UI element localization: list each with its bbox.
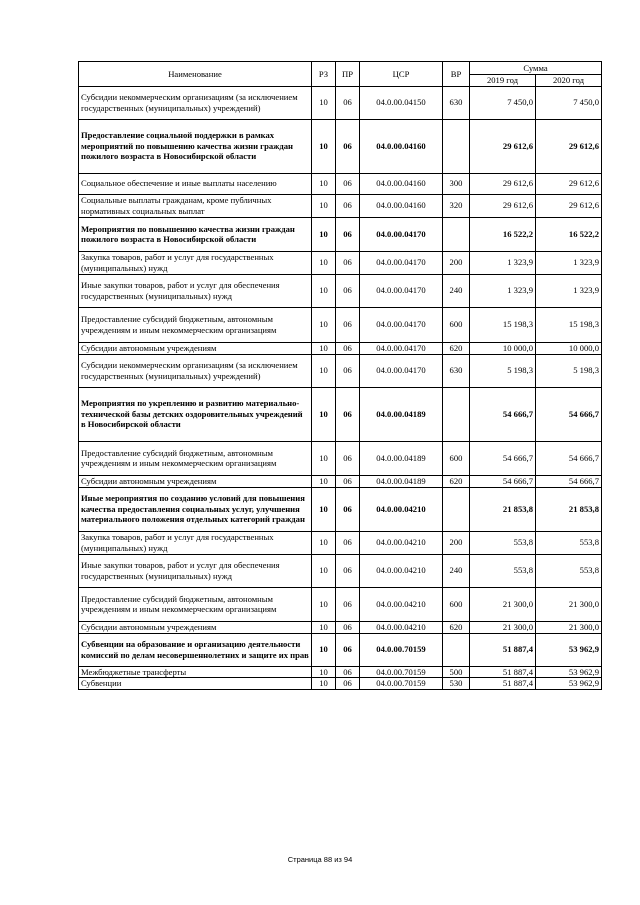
table-row xyxy=(79,487,602,531)
table-row xyxy=(79,274,602,307)
row-pr: 06 xyxy=(336,475,360,487)
table-row xyxy=(79,633,602,666)
row-csr: 04.0.00.70159 xyxy=(360,633,443,666)
table-row xyxy=(79,587,602,621)
row-sum-2020: 53 962,9 xyxy=(536,633,602,666)
row-csr: 04.0.00.04160 xyxy=(360,194,443,217)
row-vr xyxy=(443,487,470,531)
row-rz: 10 xyxy=(312,621,336,633)
row-vr: 620 xyxy=(443,475,470,487)
row-rz: 10 xyxy=(312,342,336,354)
row-name: Межбюджетные трансферты xyxy=(79,666,312,678)
row-sum-2020: 29 612,6 xyxy=(536,119,602,173)
row-name: Предоставление субсидий бюджетным, автономным учреждениям и иным некоммерческим организациям xyxy=(79,307,312,342)
row-sum-2020: 7 450,0 xyxy=(536,86,602,119)
row-rz: 10 xyxy=(312,354,336,387)
row-vr: 600 xyxy=(443,307,470,342)
row-sum-2019: 16 522,2 xyxy=(470,217,536,251)
row-sum-2019: 21 300,0 xyxy=(470,587,536,621)
budget-table xyxy=(78,61,602,690)
row-vr xyxy=(443,119,470,173)
table-row xyxy=(79,119,602,173)
row-sum-2020: 53 962,9 xyxy=(536,678,602,690)
row-csr: 04.0.00.04210 xyxy=(360,554,443,587)
row-sum-2019: 553,8 xyxy=(470,531,536,554)
row-sum-2020: 54 666,7 xyxy=(536,441,602,475)
row-rz: 10 xyxy=(312,666,336,678)
row-sum-2019: 54 666,7 xyxy=(470,475,536,487)
row-pr: 06 xyxy=(336,217,360,251)
row-sum-2019: 29 612,6 xyxy=(470,194,536,217)
header-sum: Сумма xyxy=(470,62,602,75)
row-pr: 06 xyxy=(336,531,360,554)
row-rz: 10 xyxy=(312,194,336,217)
row-sum-2019: 553,8 xyxy=(470,554,536,587)
row-csr: 04.0.00.04210 xyxy=(360,531,443,554)
row-pr: 06 xyxy=(336,633,360,666)
row-vr: 530 xyxy=(443,678,470,690)
row-rz: 10 xyxy=(312,173,336,194)
table-row xyxy=(79,173,602,194)
row-rz: 10 xyxy=(312,274,336,307)
row-sum-2019: 54 666,7 xyxy=(470,387,536,441)
row-vr: 320 xyxy=(443,194,470,217)
header-vr: ВР xyxy=(443,62,470,87)
row-pr: 06 xyxy=(336,274,360,307)
row-name: Социальные выплаты гражданам, кроме публичных нормативных социальных выплат xyxy=(79,194,312,217)
row-name: Субвенции xyxy=(79,678,312,690)
row-rz: 10 xyxy=(312,487,336,531)
row-pr: 06 xyxy=(336,86,360,119)
row-rz: 10 xyxy=(312,441,336,475)
row-rz: 10 xyxy=(312,475,336,487)
row-csr: 04.0.00.04170 xyxy=(360,342,443,354)
row-csr: 04.0.00.04210 xyxy=(360,487,443,531)
table-row xyxy=(79,342,602,354)
row-pr: 06 xyxy=(336,194,360,217)
row-rz: 10 xyxy=(312,307,336,342)
row-rz: 10 xyxy=(312,531,336,554)
page-number: Страница 88 из 94 xyxy=(287,855,353,864)
row-name: Субсидии автономным учреждениям xyxy=(79,475,312,487)
row-sum-2020: 553,8 xyxy=(536,554,602,587)
row-csr: 04.0.00.04189 xyxy=(360,475,443,487)
row-csr: 04.0.00.04189 xyxy=(360,441,443,475)
row-name: Закупка товаров, работ и услуг для государственных (муниципальных) нужд xyxy=(79,251,312,274)
row-sum-2020: 54 666,7 xyxy=(536,387,602,441)
row-sum-2020: 1 323,9 xyxy=(536,251,602,274)
row-csr: 04.0.00.04210 xyxy=(360,621,443,633)
row-pr: 06 xyxy=(336,173,360,194)
row-csr: 04.0.00.04150 xyxy=(360,86,443,119)
row-vr: 620 xyxy=(443,342,470,354)
row-name: Субсидии автономным учреждениям xyxy=(79,342,312,354)
row-name: Социальное обеспечение и иные выплаты населению xyxy=(79,173,312,194)
table-row xyxy=(79,354,602,387)
row-csr: 04.0.00.04170 xyxy=(360,251,443,274)
row-pr: 06 xyxy=(336,251,360,274)
row-name: Предоставление социальной поддержки в рамках мероприятий по повышению качества жизни граждан пожилого возраста в Новосибирской области xyxy=(79,119,312,173)
table-row xyxy=(79,554,602,587)
row-pr: 06 xyxy=(336,441,360,475)
row-pr: 06 xyxy=(336,342,360,354)
row-sum-2020: 21 300,0 xyxy=(536,587,602,621)
row-sum-2020: 16 522,2 xyxy=(536,217,602,251)
row-name: Субсидии некоммерческим организациям (за исключением государственных (муниципальных) учреждений) xyxy=(79,86,312,119)
row-vr: 620 xyxy=(443,621,470,633)
row-sum-2020: 10 000,0 xyxy=(536,342,602,354)
row-vr: 240 xyxy=(443,274,470,307)
row-pr: 06 xyxy=(336,666,360,678)
header-csr: ЦСР xyxy=(360,62,443,87)
row-vr xyxy=(443,387,470,441)
header-2019: 2019 год xyxy=(470,75,536,87)
table-row xyxy=(79,666,602,678)
row-pr: 06 xyxy=(336,387,360,441)
row-csr: 04.0.00.04210 xyxy=(360,587,443,621)
row-sum-2020: 21 300,0 xyxy=(536,621,602,633)
row-rz: 10 xyxy=(312,86,336,119)
row-rz: 10 xyxy=(312,387,336,441)
row-sum-2019: 1 323,9 xyxy=(470,274,536,307)
row-sum-2020: 29 612,6 xyxy=(536,173,602,194)
row-rz: 10 xyxy=(312,633,336,666)
row-sum-2020: 53 962,9 xyxy=(536,666,602,678)
header-name: Наименование xyxy=(79,62,312,87)
table-row xyxy=(79,86,602,119)
row-sum-2020: 1 323,9 xyxy=(536,274,602,307)
row-sum-2020: 5 198,3 xyxy=(536,354,602,387)
row-vr: 600 xyxy=(443,441,470,475)
row-csr: 04.0.00.04170 xyxy=(360,354,443,387)
row-vr: 630 xyxy=(443,354,470,387)
row-csr: 04.0.00.04189 xyxy=(360,387,443,441)
row-sum-2019: 21 853,8 xyxy=(470,487,536,531)
row-sum-2020: 553,8 xyxy=(536,531,602,554)
row-sum-2019: 54 666,7 xyxy=(470,441,536,475)
row-vr: 200 xyxy=(443,251,470,274)
row-csr: 04.0.00.04170 xyxy=(360,274,443,307)
row-pr: 06 xyxy=(336,678,360,690)
row-csr: 04.0.00.70159 xyxy=(360,678,443,690)
row-sum-2019: 5 198,3 xyxy=(470,354,536,387)
header-rz: РЗ xyxy=(312,62,336,87)
row-pr: 06 xyxy=(336,487,360,531)
row-csr: 04.0.00.70159 xyxy=(360,666,443,678)
row-sum-2020: 15 198,3 xyxy=(536,307,602,342)
row-sum-2019: 10 000,0 xyxy=(470,342,536,354)
row-sum-2019: 51 887,4 xyxy=(470,633,536,666)
row-name: Мероприятия по укреплению и развитию материально-технической базы детских оздоровительных учреждений в Новосибирской области xyxy=(79,387,312,441)
row-vr: 500 xyxy=(443,666,470,678)
row-sum-2019: 29 612,6 xyxy=(470,173,536,194)
row-sum-2020: 29 612,6 xyxy=(536,194,602,217)
row-pr: 06 xyxy=(336,354,360,387)
row-sum-2020: 54 666,7 xyxy=(536,475,602,487)
row-sum-2019: 21 300,0 xyxy=(470,621,536,633)
row-rz: 10 xyxy=(312,554,336,587)
row-vr: 630 xyxy=(443,86,470,119)
row-name: Предоставление субсидий бюджетным, автономным учреждениям и иным некоммерческим организациям xyxy=(79,441,312,475)
row-csr: 04.0.00.04160 xyxy=(360,119,443,173)
row-rz: 10 xyxy=(312,217,336,251)
row-name: Мероприятия по повышению качества жизни граждан пожилого возраста в Новосибирской области xyxy=(79,217,312,251)
table-row xyxy=(79,307,602,342)
row-sum-2019: 51 887,4 xyxy=(470,678,536,690)
row-rz: 10 xyxy=(312,587,336,621)
row-rz: 10 xyxy=(312,251,336,274)
row-name: Иные закупки товаров, работ и услуг для обеспечения государственных (муниципальных) нужд xyxy=(79,554,312,587)
header-pr: ПР xyxy=(336,62,360,87)
row-vr: 240 xyxy=(443,554,470,587)
table-row xyxy=(79,475,602,487)
row-pr: 06 xyxy=(336,307,360,342)
row-vr xyxy=(443,217,470,251)
row-csr: 04.0.00.04170 xyxy=(360,217,443,251)
row-name: Субсидии автономным учреждениям xyxy=(79,621,312,633)
row-vr: 600 xyxy=(443,587,470,621)
row-name: Иные мероприятия по созданию условий для повышения качества предоставления социальных услуг, улучшения материального положения отдельных категорий граждан xyxy=(79,487,312,531)
row-sum-2020: 21 853,8 xyxy=(536,487,602,531)
row-name: Субсидии некоммерческим организациям (за исключением государственных (муниципальных) учреждений) xyxy=(79,354,312,387)
table-row xyxy=(79,441,602,475)
table-row xyxy=(79,621,602,633)
row-sum-2019: 51 887,4 xyxy=(470,666,536,678)
row-csr: 04.0.00.04160 xyxy=(360,173,443,194)
header-2020: 2020 год xyxy=(536,75,602,87)
row-pr: 06 xyxy=(336,587,360,621)
table-row xyxy=(79,531,602,554)
row-rz: 10 xyxy=(312,678,336,690)
row-sum-2019: 29 612,6 xyxy=(470,119,536,173)
row-pr: 06 xyxy=(336,119,360,173)
row-sum-2019: 7 450,0 xyxy=(470,86,536,119)
row-name: Закупка товаров, работ и услуг для государственных (муниципальных) нужд xyxy=(79,531,312,554)
row-vr xyxy=(443,633,470,666)
row-name: Иные закупки товаров, работ и услуг для обеспечения государственных (муниципальных) нужд xyxy=(79,274,312,307)
row-sum-2019: 1 323,9 xyxy=(470,251,536,274)
table-row xyxy=(79,194,602,217)
row-csr: 04.0.00.04170 xyxy=(360,307,443,342)
table-row xyxy=(79,251,602,274)
row-sum-2019: 15 198,3 xyxy=(470,307,536,342)
row-vr: 200 xyxy=(443,531,470,554)
row-pr: 06 xyxy=(336,554,360,587)
row-rz: 10 xyxy=(312,119,336,173)
row-name: Субвенции на образование и организацию деятельности комиссий по делам несовершеннолетних и защите их прав xyxy=(79,633,312,666)
row-pr: 06 xyxy=(336,621,360,633)
table-body xyxy=(79,86,602,690)
row-name: Предоставление субсидий бюджетным, автономным учреждениям и иным некоммерческим организациям xyxy=(79,587,312,621)
table-row xyxy=(79,217,602,251)
row-vr: 300 xyxy=(443,173,470,194)
table-row xyxy=(79,387,602,441)
table-row xyxy=(79,678,602,690)
